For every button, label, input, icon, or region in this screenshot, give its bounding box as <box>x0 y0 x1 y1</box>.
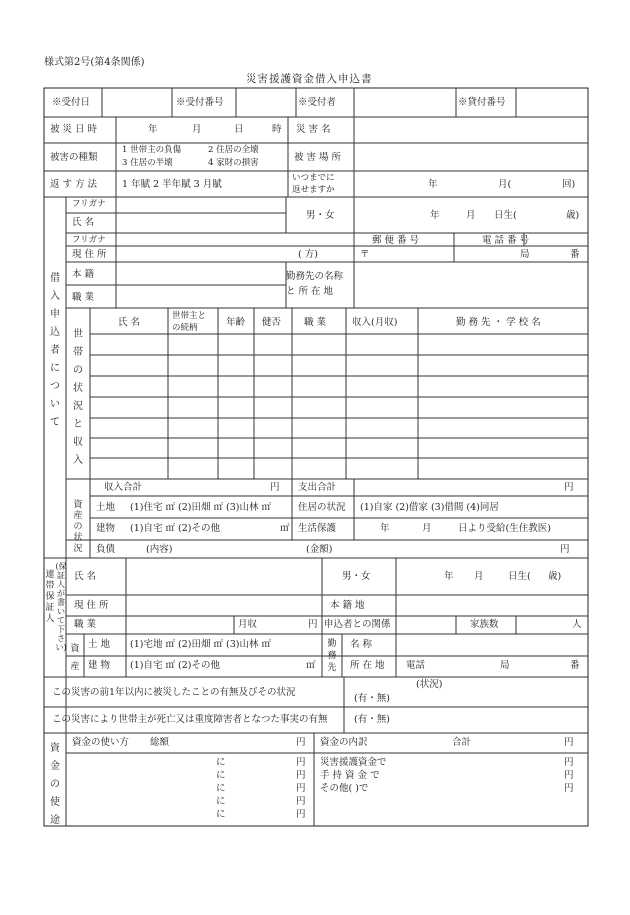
form-number: 様式第2号(第4条関係) <box>44 57 145 68</box>
usage-total-yen: 円 <box>296 737 306 748</box>
guarantor-land-label: 土 地 <box>88 639 111 650</box>
applicant-name-label: 氏 名 <box>72 217 95 228</box>
usage-item-5-ni: に <box>216 809 226 820</box>
usage-breakdown-3-yen: 円 <box>564 783 574 794</box>
receipt-number-label: ※受付番号 <box>176 97 224 108</box>
usage-sum-label: 合計 <box>452 737 472 748</box>
usage-breakdown-1: 災害援護資金で <box>320 757 387 768</box>
col-occupation: 職 業 <box>304 317 327 328</box>
guarantor-work-side: 勤務先 <box>327 639 337 673</box>
usage-breakdown-label: 資金の内訳 <box>320 737 368 748</box>
asset-building-label: 建物 <box>96 523 116 534</box>
damage-type-label: 被害の種類 <box>50 152 98 163</box>
expense-total-yen: 円 <box>564 482 574 493</box>
usage-item-1-ni: に <box>216 757 226 768</box>
disaster-year: 年 <box>148 124 158 135</box>
usage-item-3-ni: に <box>216 783 226 794</box>
debt-amount: (金額) <box>306 544 333 555</box>
repay-until-label-1: いつまでに <box>292 173 335 183</box>
col-age: 年齢 <box>226 317 246 328</box>
guarantor-persons: 人 <box>572 619 582 630</box>
guarantor-building-label: 建 物 <box>88 660 111 671</box>
receiver-label: ※受付者 <box>298 97 337 108</box>
form-title: 災害援護資金借入申込書 <box>246 73 373 85</box>
usage-item-4-yen: 円 <box>296 796 306 807</box>
usage-total-label: 総額 <box>150 737 170 748</box>
disaster-day: 日 <box>234 124 244 135</box>
asset-building-sqm: ㎡ <box>280 523 290 534</box>
loan-number-label: ※貸付番号 <box>458 97 506 108</box>
welfare-label: 生活保護 <box>298 523 337 534</box>
usage-breakdown-1-yen: 円 <box>564 757 574 768</box>
repay-until-label-2: 返せますか <box>292 185 335 195</box>
guarantor-note: (保証人が書いて下さい) <box>55 562 67 652</box>
disaster-date-label: 被 災 日 時 <box>50 124 98 135</box>
history-q1-status: (状況) <box>416 679 443 690</box>
debt-content: (内容) <box>146 544 173 555</box>
damage-type-3: 3 住居の半壊 <box>122 158 173 168</box>
history-q1: この災害の前1年以内に被災したことの有無及びその状況 <box>52 687 296 698</box>
damage-place-label: 被 害 場 所 <box>294 152 342 163</box>
col-relation-2: の続柄 <box>172 323 198 333</box>
applicant-birth-day: 日生( <box>494 210 517 221</box>
usage-breakdown-3: その他( )で <box>320 783 369 794</box>
history-q2: この災害により世帯主が死亡又は重度障害者となつた事実の有無 <box>52 714 328 725</box>
housing-status-label: 住居の状況 <box>298 502 346 513</box>
guarantor-monthly-yen: 円 <box>308 619 318 630</box>
welfare-month: 月 <box>422 523 432 534</box>
guarantor-land-items: (1)宅地 ㎡ (2)田畑 ㎡ (3)山林 ㎡ <box>130 639 271 650</box>
debt-yen: 円 <box>560 544 570 555</box>
disaster-hour: 時 <box>272 124 282 135</box>
assets-side-label: 資産の状況 <box>73 500 83 554</box>
guarantor-age: 歳) <box>548 571 562 582</box>
history-q2-yn: (有・無) <box>354 714 390 725</box>
repay-methods: 1 年賦 2 半年賦 3 月賦 <box>122 179 222 190</box>
guarantor-registry-label: 本 籍 地 <box>330 600 365 611</box>
usage-side-label: 資金の使途 <box>50 743 60 826</box>
applicant-gender: 男・女 <box>306 210 335 221</box>
expense-total-label: 支出合計 <box>298 482 337 493</box>
col-health: 健否 <box>262 317 282 328</box>
guarantor-monthly-label: 月収 <box>238 619 258 630</box>
asset-building-items: (1)自宅 ㎡ (2)その他 <box>130 523 220 534</box>
col-name: 氏 名 <box>118 317 141 328</box>
address-label: 現 住 所 <box>72 249 107 260</box>
postal-mark: 〒 <box>360 249 370 260</box>
repay-times: 回) <box>562 179 576 190</box>
occupation-label: 職 業 <box>72 292 95 303</box>
guarantor-relation-label: 申込者との関係 <box>324 619 391 630</box>
guarantor-side-label: 連帯保証人 <box>45 570 55 624</box>
col-workplace: 勤 務 先 ・ 学 校 名 <box>456 317 541 328</box>
repay-month: 月( <box>498 179 512 190</box>
address-suffix: ( 方) <box>298 249 318 260</box>
welfare-year: 年 <box>380 523 390 534</box>
workplace-label-2: と 所 在 地 <box>286 286 334 297</box>
usage-item-4-ni: に <box>216 796 226 807</box>
guarantor-work-place-label: 所 在 地 <box>350 660 385 671</box>
phone-label: 電 話 番 号 <box>482 235 530 246</box>
guarantor-birth-month: 月 <box>474 571 484 582</box>
usage-item-1-yen: 円 <box>296 757 306 768</box>
usage-item-3-yen: 円 <box>296 783 306 794</box>
disaster-name-label: 災 害 名 <box>296 124 331 135</box>
guarantor-birth-year: 年 <box>444 571 454 582</box>
usage-item-5-yen: 円 <box>296 809 306 820</box>
usage-breakdown-2-yen: 円 <box>564 770 574 781</box>
guarantor-gender: 男・女 <box>342 571 371 582</box>
phone-number-suffix: 番 <box>570 249 580 260</box>
asset-land-items: (1)住宅 ㎡ (2)田畑 ㎡ (3)山林 ㎡ <box>130 502 271 513</box>
phone-bureau: 局 <box>520 249 530 260</box>
guarantor-phone-label: 電話 <box>406 660 426 671</box>
damage-type-1: 1 世帯主の負傷 <box>122 145 182 155</box>
debt-label: 負債 <box>96 544 116 555</box>
asset-land-label: 土地 <box>96 502 116 513</box>
applicant-side-label: 借入申込者について <box>50 273 60 428</box>
applicant-age: 歳) <box>566 210 580 221</box>
guarantor-name-label: 氏 名 <box>74 571 97 582</box>
welfare-since: 日より受給(生住教医) <box>458 523 551 534</box>
damage-type-2: 2 住居の全壊 <box>208 145 259 155</box>
disaster-month: 月 <box>192 124 202 135</box>
guarantor-birth-day: 日生( <box>508 571 531 582</box>
usage-breakdown-2: 手 持 資 金 で <box>320 770 380 781</box>
guarantor-address-label: 現 住 所 <box>74 600 109 611</box>
damage-type-4: 4 家財の損害 <box>208 158 259 168</box>
guarantor-work-name-label: 名 称 <box>350 639 373 650</box>
income-total-yen: 円 <box>270 482 280 493</box>
postal-code-label: 郵 便 番 号 <box>372 235 420 246</box>
received-date-label: ※受付日 <box>52 97 91 108</box>
usage-how-label: 資金の使い方 <box>72 737 130 748</box>
usage-item-2-ni: に <box>216 770 226 781</box>
guarantor-asset-side: 資産 <box>70 644 80 672</box>
guarantor-occupation-label: 職 業 <box>74 619 97 630</box>
furigana-label: フリガナ <box>72 199 106 209</box>
workplace-label-1: 勤務先の名称 <box>286 271 344 282</box>
col-income: 収入(月収) <box>352 317 398 328</box>
guarantor-phone-bureau: 局 <box>500 660 510 671</box>
registry-label: 本 籍 <box>72 269 95 280</box>
housing-status-items: (1)自家 (2)借家 (3)借間 (4)同居 <box>360 502 499 513</box>
history-q1-yn: (有・無) <box>354 693 390 704</box>
usage-item-2-yen: 円 <box>296 770 306 781</box>
usage-sum-yen: 円 <box>564 737 574 748</box>
guarantor-building-items: (1)自宅 ㎡ (2)その他 <box>130 660 220 671</box>
applicant-birth-month: 月 <box>466 210 476 221</box>
guarantor-building-sqm: ㎡ <box>306 660 316 671</box>
applicant-birth-year: 年 <box>430 210 440 221</box>
repay-year: 年 <box>428 179 438 190</box>
furigana2-label: フリガナ <box>72 235 106 245</box>
guarantor-phone-number: 番 <box>570 660 580 671</box>
household-side-label: 世帯の状況と収入 <box>73 329 83 466</box>
col-relation-1: 世帯主と <box>172 311 207 321</box>
repay-method-label: 返 す 方 法 <box>50 179 98 190</box>
guarantor-family-label: 家族数 <box>470 619 499 630</box>
income-total-label: 収入合計 <box>104 482 143 493</box>
